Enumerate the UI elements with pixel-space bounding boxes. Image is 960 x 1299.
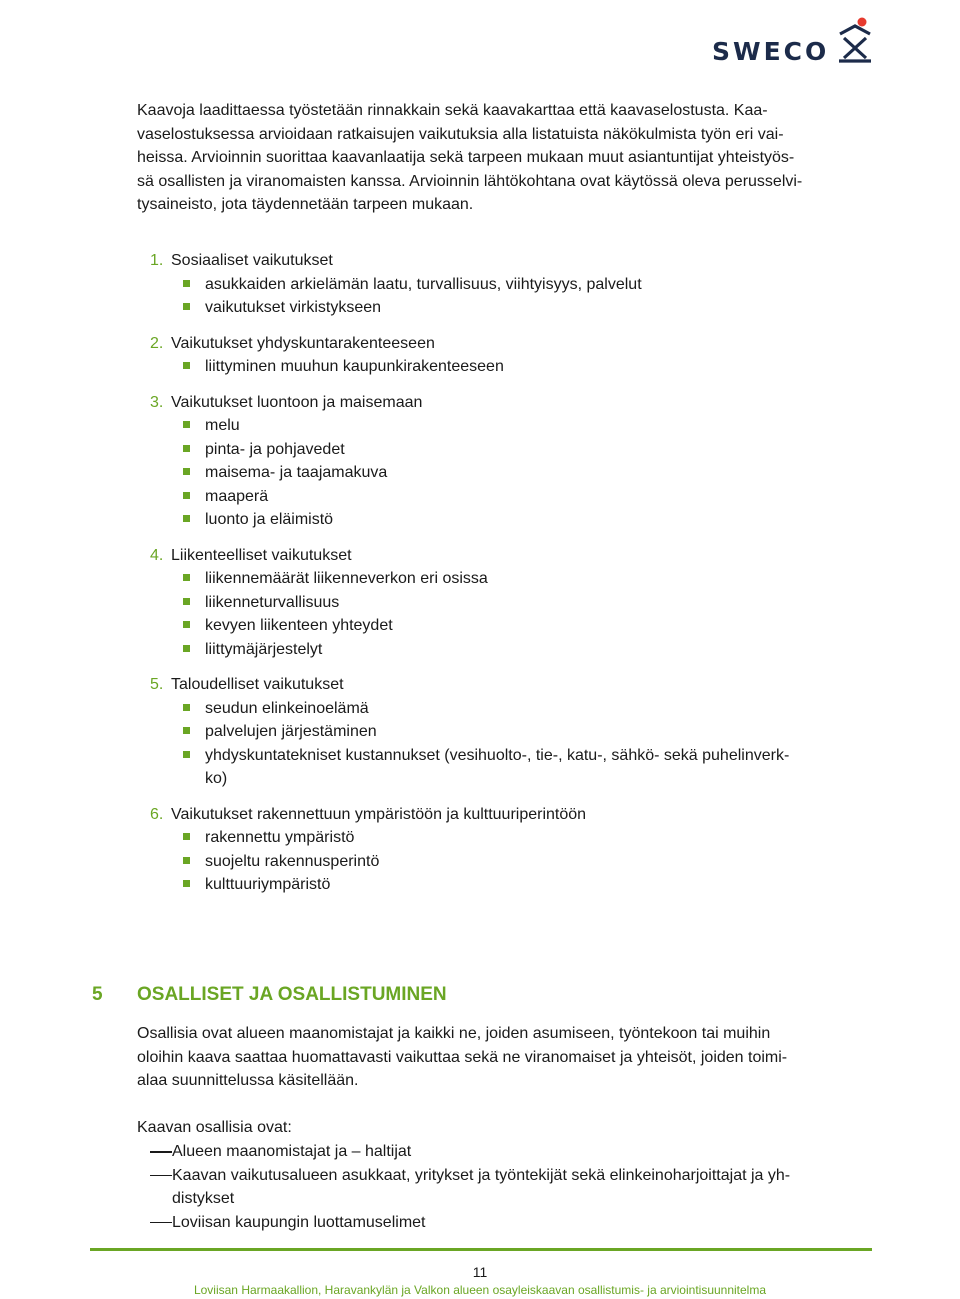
category-number: 2. [150,334,164,352]
section-paragraph [137,1022,872,1093]
party-line: Alueen maanomistajat ja – haltijat [172,1143,412,1160]
bullet-text [205,591,870,615]
bullet-line: pinta- ja pohjavedet [205,440,345,458]
bullet-item [150,438,870,462]
bullet-line: liittymäjärjestelyt [205,640,323,658]
square-bullet-icon [183,598,190,605]
party-text [172,1211,870,1235]
category-number: 3. [150,393,164,411]
bullet-text [205,461,870,485]
bullet-text [205,438,870,462]
impact-category [150,673,870,791]
impact-category [150,803,870,897]
page-number: 11 [472,1264,488,1280]
bullet-item [150,296,870,320]
bullet-text [205,567,870,591]
logo-text: SWECO [712,37,830,66]
bullet-line: maisema- ja taajamakuva [205,464,388,481]
footer-divider [90,1248,872,1251]
intro-line: tysaineisto, jota täydennetään tarpeen mukaan. [137,196,474,213]
bullet-text [205,744,870,791]
bullet-item [150,591,870,615]
bullet-line: liittyminen muuhun kaupunkirakenteeseen [205,358,504,375]
square-bullet-icon [183,857,190,864]
bullet-text [205,826,870,850]
square-bullet-icon [183,645,190,652]
bullet-text [205,355,870,379]
category-title-text: Vaikutukset rakennettuun ympäristöön ja kulttuuriperintöön [171,805,587,823]
bullet-item [150,567,870,591]
bullet-line: liikenneturvallisuus [205,593,340,611]
dash-bullet-icon [150,1151,172,1153]
bullet-line: rakennettu ympäristö [205,829,355,846]
bullet-item [150,355,870,379]
impact-categories-list [150,249,870,909]
bullet-item [150,638,870,662]
intro-paragraph [137,99,872,217]
impact-category [150,544,870,662]
bullet-line: melu [205,417,240,434]
party-text [172,1164,870,1211]
sweco-logo [712,14,874,66]
category-title [150,544,870,568]
category-title-text: Taloudelliset vaikutukset [171,676,344,693]
category-number: 1. [150,252,164,269]
category-title-text: Vaikutukset luontoon ja maisemaan [171,393,423,411]
party-item [150,1164,870,1211]
section-heading [92,984,447,1006]
bullet-line: luonto ja eläimistö [205,511,334,528]
bullet-line: yhdyskuntatekniset kustannukset (vesihuolto-, tie-, katu-, sähkö- sekä puhelinverk- [205,746,790,764]
bullet-line: vaikutukset virkistykseen [205,299,382,316]
category-number: 5. [150,676,164,693]
bullet-text [205,873,870,897]
bullet-line: palvelujen järjestäminen [205,723,377,740]
bullet-item [150,461,870,485]
category-title-text: Vaikutukset yhdyskuntarakenteeseen [171,334,435,352]
bullet-line: kulttuuriympäristö [205,876,331,893]
square-bullet-icon [183,621,190,628]
bullet-item [150,273,870,297]
section-line: oloihin kaava saattaa huomattavasti vaikuttaa sekä ne viranomaiset ja yhteisöt, joiden toimi- [137,1048,788,1066]
bullet-line: seudun elinkeinoelämä [205,699,369,717]
bullet-item [150,414,870,438]
bullet-line: asukkaiden arkielämän laatu, turvallisuus, viihtyisyys, palvelut [205,275,642,293]
square-bullet-icon [183,492,190,499]
bullet-item [150,614,870,638]
intro-line: vaselostuksessa arvioidaan ratkaisujen vaikutuksia alla listatuista näkökulmista työn eri vai- [137,125,784,143]
impact-category [150,249,870,320]
section-number: 5 [92,984,103,1005]
bullet-text [205,850,870,874]
bullet-text [205,508,870,532]
bullet-item [150,826,870,850]
bullet-text [205,414,870,438]
category-items [150,697,870,791]
square-bullet-icon [183,727,190,734]
category-items [150,414,870,532]
category-title [150,391,870,415]
category-title [150,332,870,356]
dash-bullet-icon [150,1222,172,1224]
square-bullet-icon [183,362,190,369]
category-number: 6. [150,805,164,823]
intro-line: heissa. Arvioinnin suorittaa kaavanlaatija sekä tarpeen mukaan muut asiantuntijat yhteistyös- [137,149,795,166]
square-bullet-icon [183,468,190,475]
square-bullet-icon [183,421,190,428]
category-items [150,567,870,661]
intro-line: Kaavoja laadittaessa työstetään rinnakkain sekä kaavakarttaa että kaavaselostusta. Kaa- [137,102,768,119]
bullet-text [205,273,870,297]
bullet-item [150,873,870,897]
category-items [150,355,870,379]
bullet-item [150,485,870,509]
party-text [172,1140,870,1164]
square-bullet-icon [183,704,190,711]
footer-text: Loviisan Harmaakallion, Haravankylän ja Valkon alueen osayleiskaavan osallistumis- ja arviointisuunnitelma [193,1283,767,1297]
sweco-logo-icon [836,14,874,64]
bullet-text [205,485,870,509]
bullet-text [205,697,870,721]
square-bullet-icon [183,445,190,452]
bullet-line: ko) [205,770,228,787]
bullet-text [205,720,870,744]
category-items [150,826,870,897]
bullet-item [150,508,870,532]
party-line: Kaavan vaikutusalueen asukkaat, yritykset ja työntekijät sekä elinkeinoharjoittajat ja yh- [172,1166,791,1184]
category-items [150,273,870,320]
square-bullet-icon [183,303,190,310]
party-item [150,1140,870,1164]
party-line: distykset [172,1190,235,1207]
bullet-item [150,697,870,721]
party-line: Loviisan kaupungin luottamuselimet [172,1213,426,1231]
section-title: OSALLISET JA OSALLISTUMINEN [137,984,447,1005]
dash-bullet-icon [150,1175,172,1177]
bullet-item [150,720,870,744]
intro-line: sä osallisten ja viranomaisten kanssa. Arvioinnin lähtökohtana ovat käytössä oleva perusselvi- [137,172,803,190]
bullet-line: suojeltu rakennusperintö [205,852,380,870]
section-line: Osallisia ovat alueen maanomistajat ja kaikki ne, joiden asumiseen, työntekoon tai muihin [137,1025,771,1042]
bullet-text [205,614,870,638]
square-bullet-icon [183,751,190,758]
category-title-text: Liikenteelliset vaikutukset [171,546,352,564]
bullet-line: maaperä [205,487,269,505]
category-title [150,803,870,827]
bullet-text [205,638,870,662]
category-title [150,673,870,697]
bullet-line: kevyen liikenteen yhteydet [205,617,393,634]
category-title [150,249,870,273]
section-line: alaa suunnittelussa käsitellään. [137,1072,359,1089]
party-item [150,1211,870,1235]
bullet-text [205,296,870,320]
bullet-item [150,744,870,791]
bullet-line: liikennemäärät liikenneverkon eri osissa [205,570,488,587]
square-bullet-icon [183,280,190,287]
impact-category [150,332,870,379]
parties-label: Kaavan osallisia ovat: [137,1119,292,1136]
category-number: 4. [150,546,164,564]
category-title-text: Sosiaaliset vaikutukset [171,252,333,269]
square-bullet-icon [183,515,190,522]
square-bullet-icon [183,880,190,887]
square-bullet-icon [183,574,190,581]
bullet-item [150,850,870,874]
square-bullet-icon [183,833,190,840]
parties-list [150,1140,870,1234]
impact-category [150,391,870,532]
